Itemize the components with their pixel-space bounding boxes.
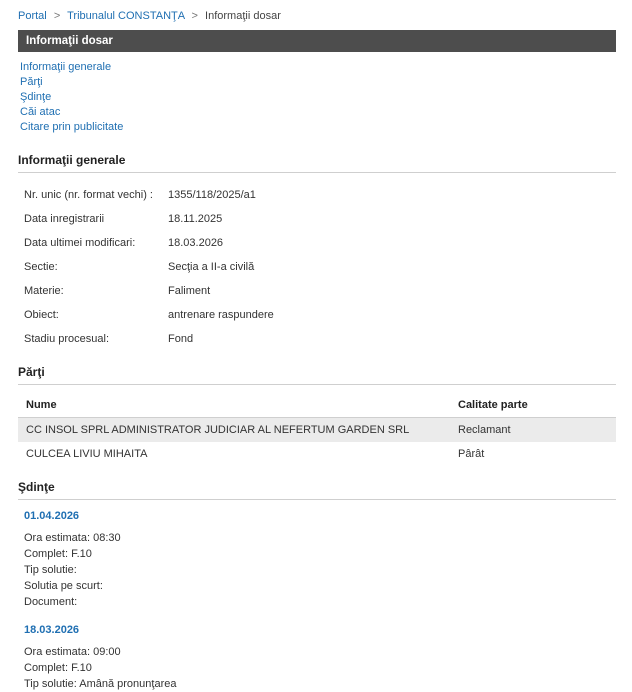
info-value: antrenare raspundere (168, 309, 274, 321)
section-nav-links (0, 52, 632, 139)
nav-item-sedinte[interactable]: Şdinţe (20, 91, 52, 103)
breadcrumb-separator: > (191, 10, 198, 22)
hearing-entry (24, 624, 616, 692)
hearing-entry (24, 510, 616, 610)
info-value: Fond (168, 333, 194, 345)
info-label: Obiect: (24, 309, 59, 321)
info-label: Data ultimei modificari: (24, 237, 136, 249)
hearing-detail-complet: Complet: F.10 (24, 548, 92, 560)
breadcrumb-item-tribunal[interactable]: Tribunalul CONSTANŢA (67, 10, 185, 22)
nav-item-informatii-generale[interactable]: Informaţii generale (20, 61, 112, 73)
party-role: Reclamant (450, 418, 616, 443)
hearing-detail-ora-estimata: Ora estimata: 09:00 (24, 646, 121, 658)
info-row (24, 279, 616, 303)
hearing-detail-solutia-pe-scurt: Solutia pe scurt: (24, 580, 103, 592)
hearing-date: 01.04.2026 (24, 510, 80, 522)
nav-item-citare-prin-publicitate[interactable]: Citare prin publicitate (20, 121, 124, 133)
breadcrumb-item-portal[interactable]: Portal (18, 10, 47, 22)
info-row (24, 255, 616, 279)
info-row (24, 327, 616, 351)
nav-item-parti[interactable]: Părţi (20, 76, 43, 88)
info-label: Stadiu procesual: (24, 333, 109, 345)
section-heading-parti: Părţi (18, 365, 616, 385)
section-heading-sedinte: Şdinţe (18, 480, 616, 500)
info-label: Nr. unic (nr. format vechi) : (24, 189, 153, 201)
page-title: Informaţii dosar (18, 30, 616, 52)
party-role: Pârât (458, 448, 485, 460)
breadcrumb (0, 0, 632, 30)
info-row (24, 207, 616, 231)
party-name: CC INSOL SPRL ADMINISTRATOR JUDICIAR AL NEFERTUM GARDEN SRL (18, 418, 450, 443)
hearing-detail-tip-solutie: Tip solutie: Amână pronunţarea (24, 678, 177, 690)
parties-table (18, 393, 616, 466)
info-value: 1355/118/2025/a1 (168, 189, 256, 201)
table-row (18, 418, 616, 443)
info-row (24, 303, 616, 327)
info-value: 18.03.2026 (168, 237, 224, 249)
hearing-detail-ora-estimata: Ora estimata: 08:30 (24, 532, 121, 544)
party-name: CULCEA LIVIU MIHAITA (26, 448, 148, 460)
info-value: Faliment (168, 285, 211, 297)
info-label: Data inregistrarii (24, 213, 105, 225)
hearing-detail-complet: Complet: F.10 (24, 662, 92, 674)
nav-item-cai-atac[interactable]: Căi atac (20, 106, 61, 118)
hearing-detail-tip-solutie: Tip solutie: (24, 564, 77, 576)
info-value: Secţia a II-a civilă (168, 261, 255, 273)
breadcrumb-separator: > (53, 10, 61, 22)
hearing-detail-document: Document: (24, 596, 78, 608)
info-label: Sectie: (24, 261, 58, 273)
column-header-nume: Nume (18, 393, 450, 418)
table-header-row (18, 393, 616, 418)
info-row (24, 183, 616, 207)
table-row (18, 442, 616, 466)
hearing-date: 18.03.2026 (24, 624, 80, 636)
info-label: Materie: (24, 285, 64, 297)
info-value: 18.11.2025 (168, 213, 223, 225)
general-info-list (24, 183, 616, 351)
info-row (24, 231, 616, 255)
breadcrumb-item-current: Informaţii dosar (205, 10, 281, 22)
hearings-list (24, 510, 616, 692)
column-header-calitate-parte: Calitate parte (450, 393, 616, 418)
section-heading-informatii-generale: Informaţii generale (18, 153, 616, 173)
